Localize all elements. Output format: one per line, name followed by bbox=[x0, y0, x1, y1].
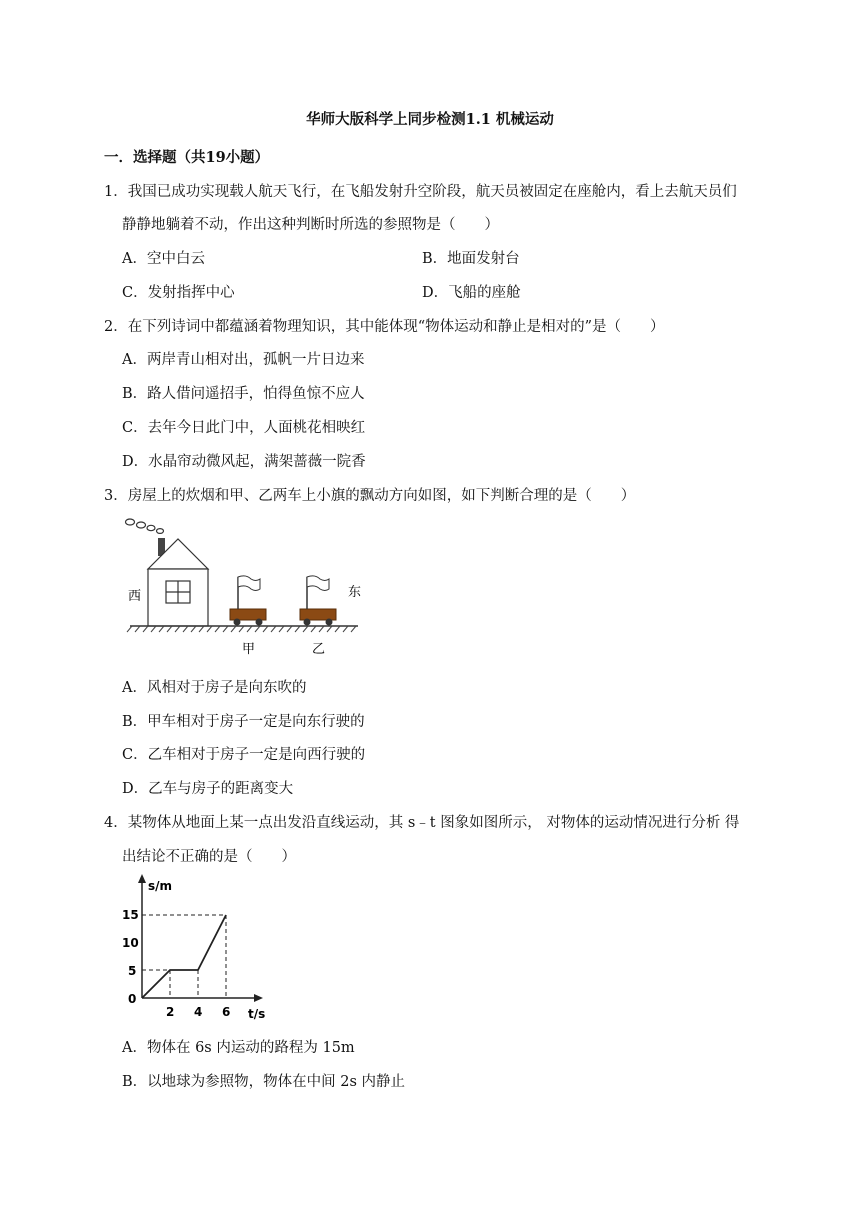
q3-option-a: A．风相对于房子是向东吹的 bbox=[122, 680, 307, 696]
house-icon bbox=[148, 539, 208, 626]
st-graph bbox=[118, 872, 278, 1027]
q3-option-b: B．甲车相对于房子一定是向东行驶的 bbox=[122, 714, 365, 730]
y-tick-5: 5 bbox=[128, 964, 137, 978]
y-axis-label: s/m bbox=[148, 879, 173, 893]
smoke-icon bbox=[126, 519, 164, 533]
q3-text: 3．房屋上的炊烟和甲、乙两车上小旗的飘动方向如图，如下判断合理的是（ ） bbox=[104, 488, 636, 504]
ground-hatch bbox=[127, 626, 356, 632]
q3-option-c: C．乙车相对于房子一定是向西行驶的 bbox=[122, 747, 366, 763]
x-tick-4: 4 bbox=[194, 1005, 203, 1019]
label-car-a: 甲 bbox=[242, 642, 256, 657]
q1-text-line2: 静静地躺着不动，作出这种判断时所选的参照物是（ ） bbox=[122, 217, 499, 233]
q1-text-line1: 1．我国已成功实现载人航天飞行，在飞船发射升空阶段，航天员被固定在座舱内，看上去航天员们 bbox=[104, 184, 737, 200]
q3-option-d: D．乙车与房子的距离变大 bbox=[122, 781, 294, 797]
q1-option-b: B．地面发射台 bbox=[422, 251, 520, 267]
label-west: 西 bbox=[128, 589, 142, 604]
x-tick-2: 2 bbox=[166, 1005, 175, 1019]
q4-option-a: A．物体在 6s 内运动的路程为 15m bbox=[122, 1040, 355, 1056]
q1-option-c: C．发射指挥中心 bbox=[122, 285, 235, 301]
x-tick-6: 6 bbox=[222, 1005, 231, 1019]
label-east: 东 bbox=[348, 585, 362, 600]
house-cars-figure bbox=[118, 512, 378, 662]
car-a-icon bbox=[230, 576, 266, 626]
y-tick-10: 10 bbox=[122, 936, 139, 950]
st-line bbox=[142, 915, 226, 998]
x-axis-arrow bbox=[254, 994, 263, 1002]
x-axis-label: t/s bbox=[248, 1007, 266, 1021]
q2-text: 2．在下列诗词中都蕴涵着物理知识，其中能体现“物体运动和静止是相对的”是（ ） bbox=[104, 319, 665, 335]
q4-text-line2: 出结论不正确的是（ ） bbox=[122, 849, 296, 865]
q2-option-d: D．水晶帘动微风起，满架蔷薇一院香 bbox=[122, 454, 366, 470]
y-axis-arrow bbox=[138, 874, 146, 883]
y-tick-15: 15 bbox=[122, 908, 139, 922]
y-tick-0: 0 bbox=[128, 992, 137, 1006]
q2-option-a: A．两岸青山相对出，孤帆一片日边来 bbox=[122, 352, 365, 368]
car-b-icon bbox=[300, 576, 336, 626]
q4-option-b: B．以地球为参照物，物体在中间 2s 内静止 bbox=[122, 1074, 406, 1090]
q1-option-a: A．空中白云 bbox=[122, 251, 205, 267]
q2-option-b: B．路人借问遥招手，怕得鱼惊不应人 bbox=[122, 386, 365, 402]
section-heading: 一．选择题（共19小题） bbox=[104, 149, 270, 166]
q1-option-d: D．飞船的座舱 bbox=[422, 285, 521, 301]
label-car-b: 乙 bbox=[312, 642, 326, 657]
q4-text-line1: 4．某物体从地面上某一点出发沿直线运动，其 s﹣t 图象如图所示， 对物体的运动情况进行分析 得 bbox=[104, 815, 740, 831]
page-title: 华师大版科学上同步检测1.1 机械运动 bbox=[306, 111, 554, 128]
q2-option-c: C．去年今日此门中，人面桃花相映红 bbox=[122, 420, 366, 436]
